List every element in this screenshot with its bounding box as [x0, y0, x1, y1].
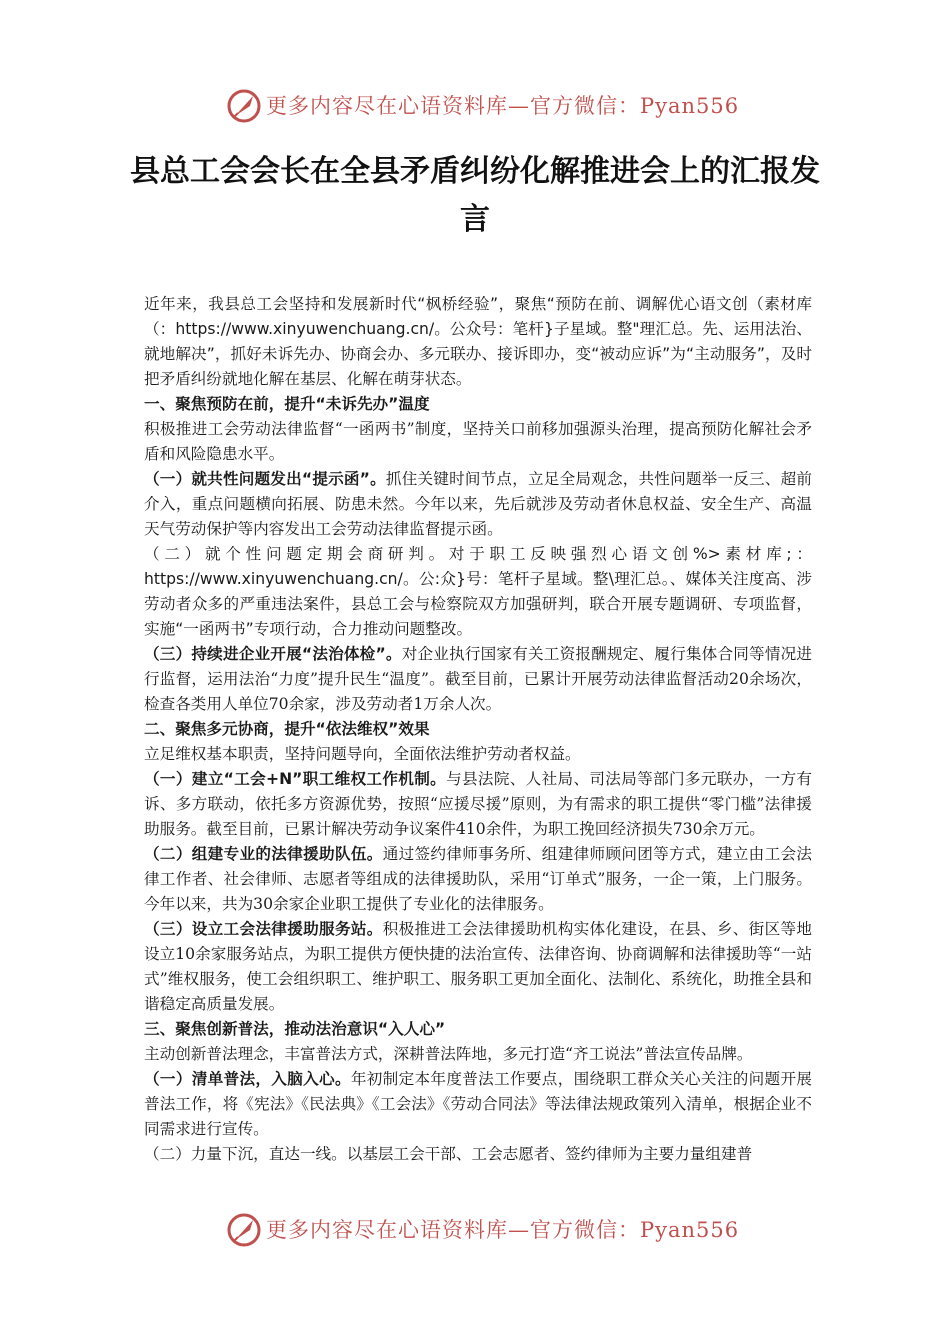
document-title: 县总工会会长在全县矛盾纠纷化解推进会上的汇报发言	[130, 154, 820, 237]
paragraph-text: 一、聚焦预防在前，提升“未诉先办”温度	[144, 395, 430, 413]
body-paragraph	[144, 1067, 812, 1142]
quill-pen-logo-icon	[226, 1212, 262, 1248]
paragraph-text: 三、聚焦创新普法，推动法治意识“入人心”	[144, 1020, 446, 1038]
body-paragraph	[144, 842, 812, 917]
body-paragraph	[144, 542, 812, 642]
section-heading	[144, 392, 812, 417]
body-paragraph	[144, 292, 812, 392]
body-paragraph	[144, 417, 812, 467]
paragraph-lead: （二）组建专业的法律援助队伍。	[144, 845, 383, 863]
body-paragraph	[144, 467, 812, 542]
body-paragraph	[144, 642, 812, 717]
paragraph-text: 积极推进工会法律援助机构实体化建设，在县、乡、街区等地设立10余家服务站点，为职工提供方便快捷的法治宣传、法律咨询、协商调解和法律援助等“一站式”维权服务，使工会组织职工、维护职工、服务职工更加全面化、法制化、系统化，助推全县和谐稳定高质量发展。	[144, 920, 812, 1013]
paragraph-text: 对企业执行国家有关工资报酬规定、履行集体合同等情况进行监督，运用法治“力度”提升民生“温度”。截至目前，已累计开展劳动法律监督活动20余场次，检查各类用人单位70余家，涉及劳动者1万余人次。	[144, 645, 812, 713]
paragraph-text: （二）就个性问题定期会商研判。对于职工反映强烈心语文创%>素材库;：https://www.xinyuwenchuang.cn/。公:众}号：笔杆子星域。整\理汇总。、媒体关注度高、涉劳动者众多的严重违法案件，县总工会与检察院双方加强研判，联合开展专题调研、专项监督，实施“一函两书”专项行动，合力推动问题整改。	[144, 545, 812, 638]
body-paragraph	[144, 742, 812, 767]
quill-pen-logo-icon	[226, 88, 262, 124]
section-heading	[144, 717, 812, 742]
paragraph-text: 年初制定本年度普法工作要点，围绕职工群众关心关注的问题开展普法工作，将《宪法》《民法典》《工会法》《劳动合同法》等法律法规政策列入清单，根据企业不同需求进行宣传。	[144, 1070, 812, 1138]
paragraph-text: 二、聚焦多元协商，提升“依法维权”效果	[144, 720, 430, 738]
paragraph-lead: （一）清单普法，入脑入心。	[144, 1070, 351, 1088]
footer-watermark-banner	[0, 1206, 950, 1256]
paragraph-lead: （一）就共性问题发出“提示函”。	[144, 470, 386, 488]
paragraph-text: （二）力量下沉，直达一线。以基层工会干部、工会志愿者、签约律师为主要力量组建普	[144, 1145, 753, 1163]
paragraph-text: 近年来，我县总工会坚持和发展新时代“枫桥经验”，聚焦“预防在前、调解优心语文创（素材库（：https://www.xinyuwenchuang.cn/。公众号：笔杆}子星域。整"理汇总。先、运用法治、就地解决”，抓好未诉先办、协商会办、多元联办、接诉即办，变“被动应诉”为“主动服务”，及时把矛盾纠纷就地化解在基层、化解在萌芽状态。	[144, 295, 812, 388]
paragraph-lead: （一）建立“工会+N”职工维权工作机制。	[144, 770, 447, 788]
paragraph-lead: （三）设立工会法律援助服务站。	[144, 920, 383, 938]
paragraph-text: 通过签约律师事务所、组建律师顾问团等方式，建立由工会法律工作者、社会律师、志愿者等组成的法律援助队，采用“订单式”服务，一企一策，上门服务。今年以来，共为30余家企业职工提供了专业化的法律服务。	[144, 845, 812, 913]
footer-watermark-text: 更多内容尽在心语资料库—官方微信：Pyan556	[266, 1218, 740, 1242]
paragraph-text: 抓住关键时间节点，立足全局观念，共性问题举一反三、超前介入，重点问题横向拓展、防患未然。今年以来，先后就涉及劳动者休息权益、安全生产、高温天气劳动保护等内容发出工会劳动法律监督提示函。	[144, 470, 812, 538]
paragraph-text: 主动创新普法理念，丰富普法方式，深耕普法阵地，多元打造“齐工说法”普法宣传品牌。	[144, 1045, 753, 1063]
body-paragraph	[144, 1042, 812, 1067]
paragraph-text: 与县法院、人社局、司法局等部门多元联办，一方有诉、多方联动，依托多方资源优势，按照“应援尽援”原则，为有需求的职工提供“零门槛”法律援助服务。截至目前，已累计解决劳动争议案件410余件，为职工挽回经济损失730余万元。	[144, 770, 812, 838]
body-paragraph	[144, 767, 812, 842]
document-body	[144, 292, 812, 1167]
section-heading	[144, 1017, 812, 1042]
paragraph-text: 积极推进工会劳动法律监督“一函两书”制度，坚持关口前移加强源头治理，提高预防化解社会矛盾和风险隐患水平。	[144, 420, 812, 463]
paragraph-lead: （三）持续进企业开展“法治体检”。	[144, 645, 402, 663]
body-paragraph	[144, 917, 812, 1017]
header-watermark-banner	[0, 82, 950, 132]
body-paragraph	[144, 1142, 812, 1167]
paragraph-text: 立足维权基本职责，坚持问题导向，全面依法维护劳动者权益。	[144, 745, 581, 763]
header-watermark-text: 更多内容尽在心语资料库—官方微信：Pyan556	[266, 94, 740, 118]
